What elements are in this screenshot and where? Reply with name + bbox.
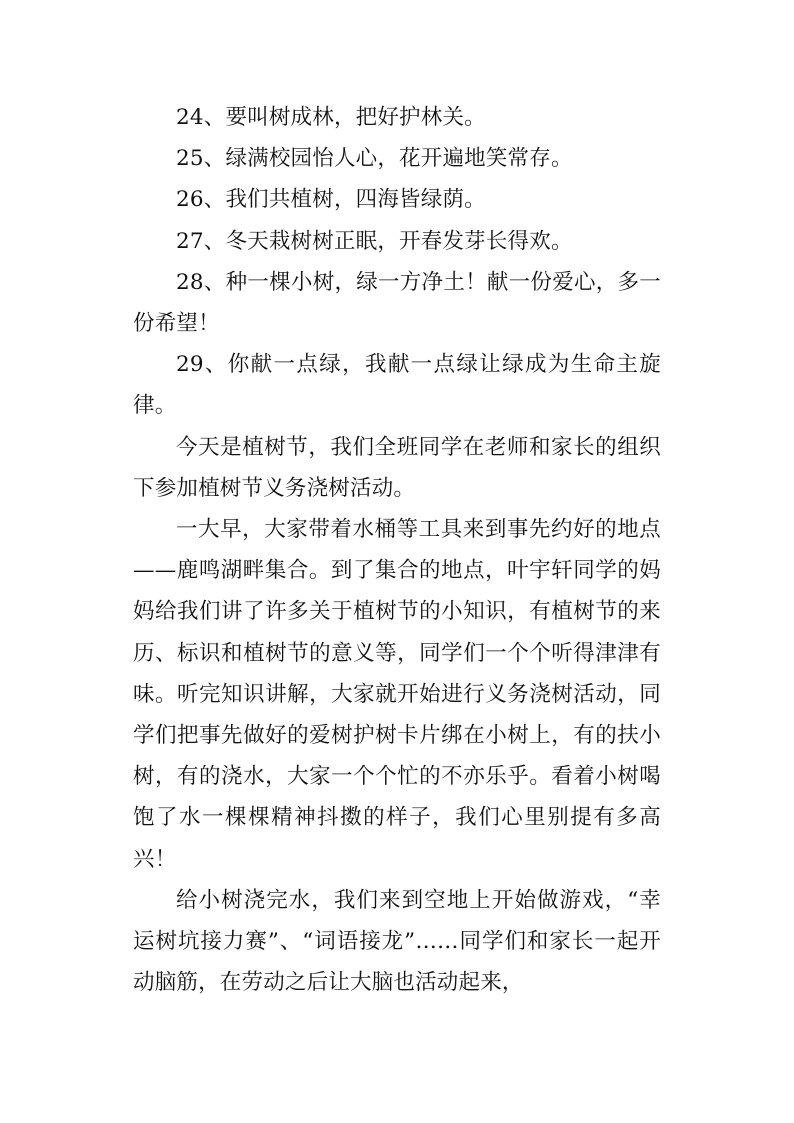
paragraph-slogan-28: 28、种一棵小树，绿一方净土！献一份爱心，多一份希望！ (133, 269, 661, 337)
paragraph-activity: 一大早，大家带着水桶等工具来到事先约好的地点——鹿鸣湖畔集合。到了集合的地点，叶宇轩同学的妈妈给我们讲了许多关于植树节的小知识，有植树节的来历、标识和植树节的意义等，同学们一个个听得津津有味。听完知识讲解，大家就开始进行义务浇树活动，同学们把事先做好的爱树护树卡片绑在小树上，有的扶小树，有的浇水，大家一个个忙的不亦乐乎。看着小树喝饱了水一棵棵精神抖擞的样子，我们心里别提有多高兴！ (133, 517, 661, 872)
paragraph-slogan-24: 24、要叫树成林，把好护林关。 (176, 105, 486, 130)
document-body (133, 97, 661, 1003)
paragraph-slogan-27: 27、冬天栽树树正眠，开春发芽长得欢。 (176, 228, 573, 254)
paragraph-slogan-25: 25、绿满校园怡人心，花开遍地笑常存。 (176, 146, 573, 172)
paragraph-games: 给小树浇完水，我们来到空地上开始做游戏，“幸运树坑接力赛”、“词语接龙”……同学们和家长一起开动脑筋，在劳动之后让大脑也活动起来， (133, 887, 661, 996)
paragraph-slogan-29: 29、你献一点绿，我献一点绿让绿成为生命主旋律。 (133, 352, 661, 419)
paragraph-intro: 今天是植树节，我们全班同学在老师和家长的组织下参加植树节义务浇树活动。 (133, 434, 661, 501)
paragraph-slogan-26: 26、我们共植树，四海皆绿荫。 (176, 187, 486, 213)
